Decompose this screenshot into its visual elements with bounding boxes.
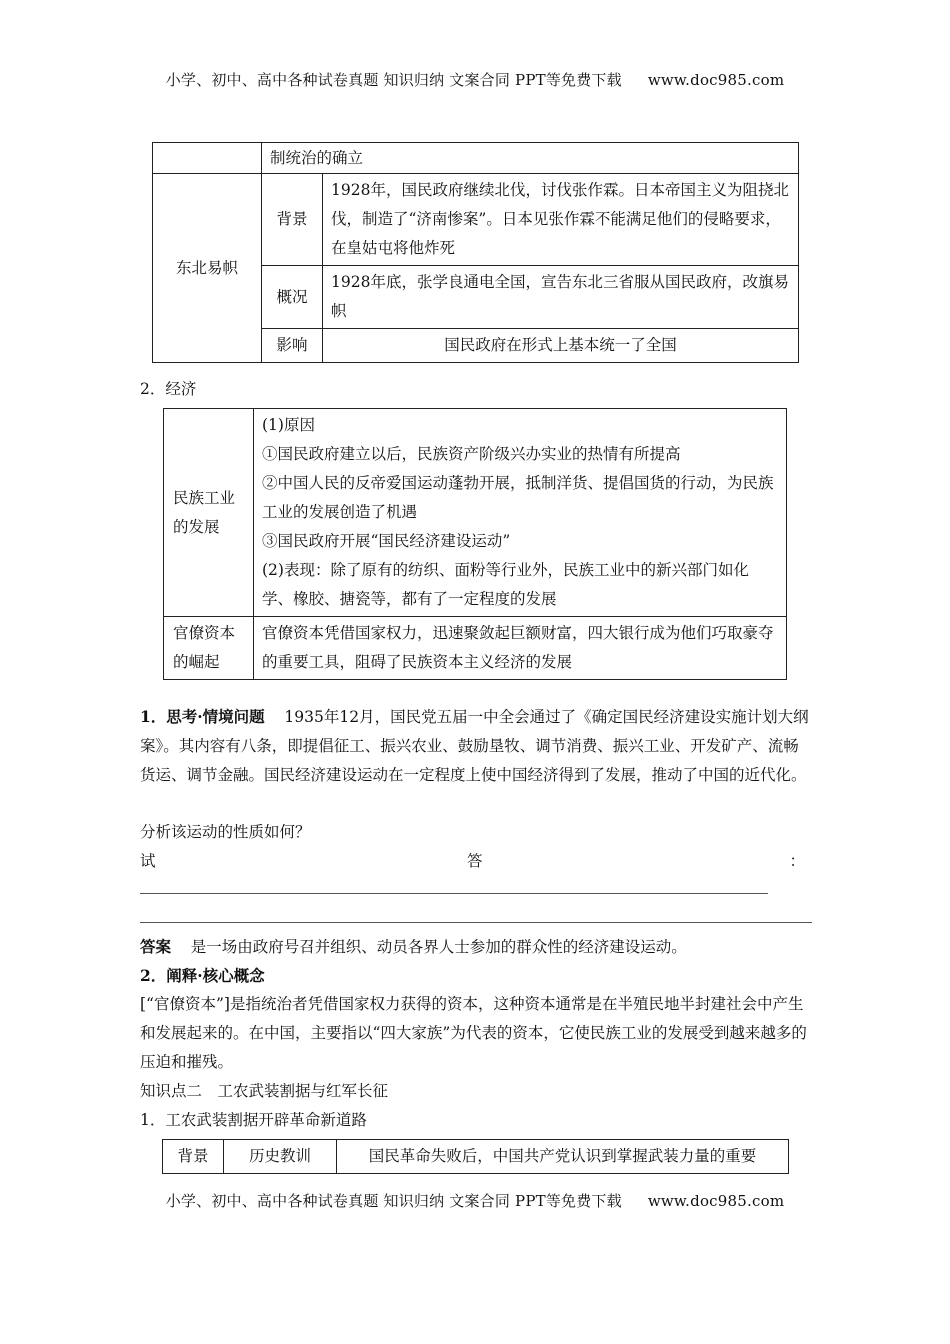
prompt-char: 答 bbox=[467, 852, 483, 870]
subheading: 1．工农武装割据开辟革命新道路 bbox=[140, 1111, 367, 1129]
page-header bbox=[0, 69, 950, 90]
row-content bbox=[254, 409, 787, 617]
footer-text: 小学、初中、高中各种试卷真题 知识归纳 文案合同 PPT等免费下载 bbox=[165, 1192, 622, 1210]
row-label: 民族工业的发展 bbox=[164, 409, 254, 617]
table-cell-empty bbox=[153, 143, 262, 174]
answer-paragraph bbox=[140, 932, 812, 962]
content-line: ②中国人民的反帝爱国运动蓬勃开展，抵制洋货、提倡国货的行动，为民族工业的发展创造了机遇 bbox=[262, 474, 774, 521]
thinking-text: 1935年12月，国民党五届一中全会通过了《确定国民经济建设实施计划大纲案》。其内容有八条，即提倡征工、振兴农业、鼓励垦牧、调节消费、振兴工业、开发矿产、流畅货运、调节金融。国民经济建设运动在一定程度上使中国经济得到了发展，推动了中国的近代化。 bbox=[140, 708, 809, 784]
prompt-char: 试 bbox=[140, 852, 156, 870]
row-content: 1928年，国民政府继续北伐，讨伐张作霖。日本帝国主义为阻挠北伐，制造了“济南惨案”。日本见张作霖不能满足他们的侵略要求，在皇姑屯将他炸死 bbox=[323, 174, 799, 266]
knowledge-point-heading: 知识点二 工农武装割据与红军长征 bbox=[140, 1082, 389, 1100]
header-text: 小学、初中、高中各种试卷真题 知识归纳 文案合同 PPT等免费下载 bbox=[165, 71, 622, 89]
concept-text: [“官僚资本”]是指统治者凭借国家权力获得的资本，这种资本通常是在半殖民地半封建社会中产生和发展起来的。在中国，主要指以“四大家族”为代表的资本，它使民族工业的发展受到越来越多的压迫和摧残。 bbox=[140, 995, 807, 1071]
table-cell-continued: 制统治的确立 bbox=[262, 143, 799, 174]
row-label: 背景 bbox=[163, 1140, 224, 1174]
answer-prompt bbox=[140, 847, 805, 876]
row-label: 概况 bbox=[262, 266, 323, 329]
content-line: ③国民政府开展“国民经济建设运动” bbox=[262, 532, 511, 550]
header-url: www.doc985.com bbox=[647, 71, 785, 89]
row-label: 官僚资本的崛起 bbox=[164, 617, 254, 680]
prompt-char: ： bbox=[789, 852, 805, 870]
content-line: (2)表现：除了原有的纺织、面粉等行业外，民族工业中的新兴部门如化学、橡胶、搪瓷等，都有了一定程度的发展 bbox=[262, 561, 749, 608]
thinking-paragraph bbox=[140, 702, 812, 790]
economy-heading: 2．经济 bbox=[140, 380, 197, 398]
answer-line bbox=[140, 893, 768, 894]
answer-label: 答案 bbox=[140, 937, 172, 956]
row-content: 1928年底，张学良通电全国，宣告东北三省服从国民政府，改旗易帜 bbox=[323, 266, 799, 329]
row-content: 官僚资本凭借国家权力，迅速聚敛起巨额财富，四大银行成为他们巧取豪夺的重要工具，阻碍了民族资本主义经济的发展 bbox=[254, 617, 787, 680]
section-label: 东北易帜 bbox=[153, 174, 262, 363]
thinking-title: 1．思考·情境问题 bbox=[140, 707, 265, 726]
row-content: 国民政府在形式上基本统一了全国 bbox=[323, 329, 799, 363]
concept-title: 2．阐释·核心概念 bbox=[140, 966, 265, 985]
northeast-table bbox=[152, 142, 799, 363]
answer-line bbox=[140, 922, 812, 923]
economy-table bbox=[163, 408, 787, 680]
footer-url: www.doc985.com bbox=[647, 1192, 785, 1210]
answer-text: 是一场由政府号召并组织、动员各界人士参加的群众性的经济建设运动。 bbox=[190, 938, 687, 956]
content-line: ①国民政府建立以后，民族资产阶级兴办实业的热情有所提高 bbox=[262, 445, 681, 463]
thinking-question: 分析该运动的性质如何？ bbox=[140, 823, 311, 841]
content-line: (1)原因 bbox=[262, 416, 315, 434]
row-sublabel: 历史教训 bbox=[224, 1140, 337, 1174]
background-table bbox=[162, 1139, 789, 1174]
row-content: 国民革命失败后，中国共产党认识到掌握武装力量的重要 bbox=[337, 1140, 789, 1174]
row-label: 影响 bbox=[262, 329, 323, 363]
row-label: 背景 bbox=[262, 174, 323, 266]
page-footer bbox=[0, 1190, 950, 1211]
